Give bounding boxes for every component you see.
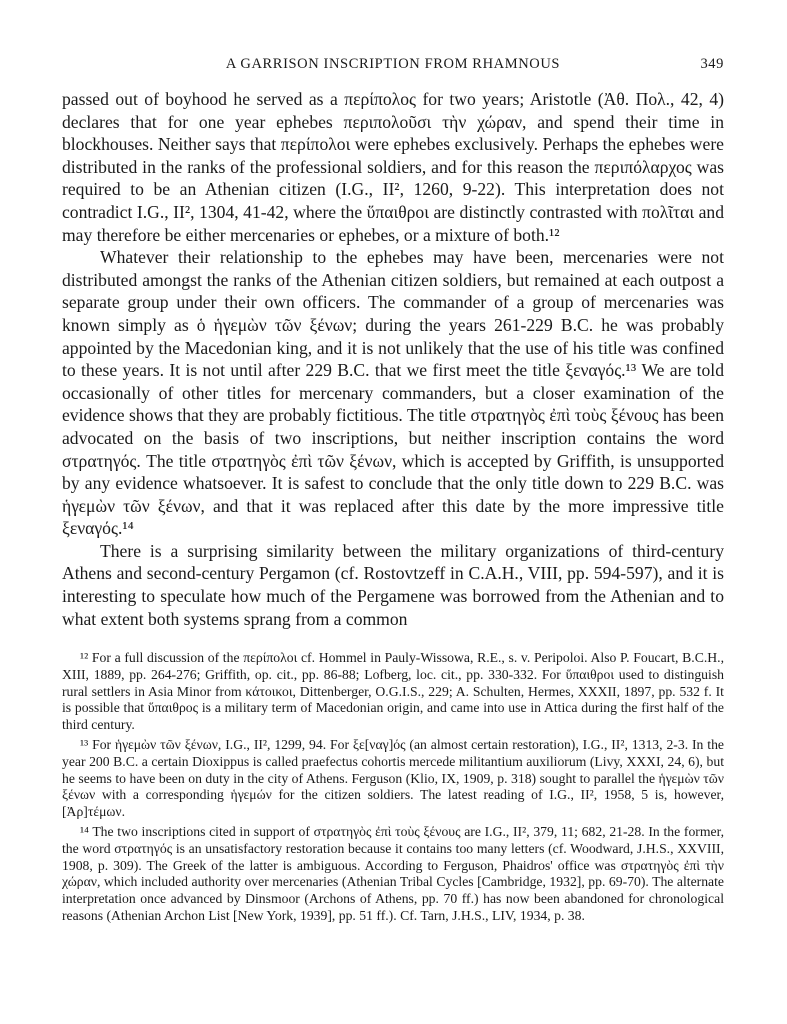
footnote-13: ¹³ For ἡγεμὼν τῶν ξένων, I.G., II², 1299, 94. For ξε[ναγ]ός (an almost certain restoration), I.G., II², 1313, 2-3. In the year 200 B.C. a certain Dioxippus is called praefectus cohortis mercede militantium auxiliorum (Livy, XXXI, 24, 6), but he seems to have been on duty in the city of Athens. Ferguson (Klio, IX, 1909, p. 318) sought to parallel the ἡγεμὼν τῶν ξένων with a corresponding ἡγεμών for the citizen soldiers. The latest reading of I.G., II², 1958, 5 is, however, [Ἀρ]τέμων. xyxy=(62,736,724,820)
main-text xyxy=(62,88,724,630)
running-head: A GARRISON INSCRIPTION FROM RHAMNOUS xyxy=(225,56,561,72)
paragraph-1: passed out of boyhood he served as a περίπολος for two years; Aristotle (Ἀθ. Πολ., 42, 4) declares that for one year ephebes περιπολοῦσι τὴν χώραν, and spend their time in blockhouses. Neither says that περίπολοι were ephebes exclusively. Perhaps the ephebes were distributed in the ranks of the professional soldiers, and for this reason the περιπόλαρχος was required to be an Athenian citizen (I.G., II², 1260, 9-22). This interpretation does not contradict I.G., II², 1304, 41-42, where the ὕπαιθροι are distinctly contrasted with πολῖται and may therefore be either mercenaries or ephebes, or a mixture of both.¹² xyxy=(62,89,724,245)
footnotes xyxy=(62,650,724,928)
footnote-14: ¹⁴ The two inscriptions cited in support of στρατηγὸς ἐπὶ τοὺς ξένους are I.G., II², 379, 11; 682, 21-28. In the former, the word στρατηγός is an unsatisfactory restoration because it contains too many letters (cf. Woodward, J.H.S., XXVIII, 1908, p. 309). The Greek of the latter is ambiguous. According to Ferguson, Phaidros' office was στρατηγὸς ἐπὶ τὴν χώραν, which included authority over mercenaries (Athenian Tribal Cycles [Cambridge, 1932], pp. 69-70). The alternate interpretation once advanced by Dinsmoor (Archons of Athens, pp. 70 ff.) has now been abandoned for chronological reasons (Athenian Archon List [New York, 1939], pp. 51 ff.). Cf. Tarn, J.H.S., LIV, 1934, p. 38. xyxy=(62,823,724,923)
paragraph-3: There is a surprising similarity between the military organizations of third-century Athens and second-century Pergamon (cf. Rostovtzeff in C.A.H., VIII, pp. 594-597), and it is interesting to speculate how much of the Pergamene was borrowed from the Athenian and to what extent both systems sprang from a common xyxy=(62,540,724,629)
paragraph-2: Whatever their relationship to the ephebes may have been, mercenaries were not distributed amongst the ranks of the Athenian citizen soldiers, but remained at each outpost a separate group under their own officers. The commander of a group of mercenaries was known simply as ὁ ἡγεμὼν τῶν ξένων; during the years 261-229 B.C. he was probably appointed by the Macedonian king, and it is not unlikely that the use of his title was confined to these years. It is not until after 229 B.C. that we first meet the title ξεναγός.¹³ We are told occasionally of other titles for mercenary commanders, but a closer examination of the evidence shows that they are probably fictitious. The title στρατηγὸς ἐπὶ τοὺς ξένους has been advocated on the basis of two inscriptions, but neither inscription contains the word στρατηγός. The title στρατηγὸς ἐπὶ τῶν ξένων, which is accepted by Griffith, is unsupported by any evidence whatsoever. It is safest to conclude that the only title down to 229 B.C. was ἡγεμὼν τῶν ξένων, and that it was replaced after this date by the more impressive title ξεναγός.¹⁴ xyxy=(62,247,724,539)
footnote-12: ¹² For a full discussion of the περίπολοι cf. Hommel in Pauly-Wissowa, R.E., s. v. Peripoloi. Also P. Foucart, B.C.H., XIII, 1889, pp. 264-276; Griffith, op. cit., pp. 86-88; Lofberg, loc. cit., pp. 330-332. For ὕπαιθροι used to distinguish rural settlers in Asia Minor from κάτοικοι, Dittenberger, O.G.I.S., 229; A. Schulten, Hermes, XXXII, 1897, pp. 532 f. It is possible that ὕπαιθρος is a military term of Macedonian origin, and came into use in Attica during the first half of the third century. xyxy=(62,650,724,733)
page-number: 349 xyxy=(700,56,724,72)
page-header xyxy=(62,56,724,78)
